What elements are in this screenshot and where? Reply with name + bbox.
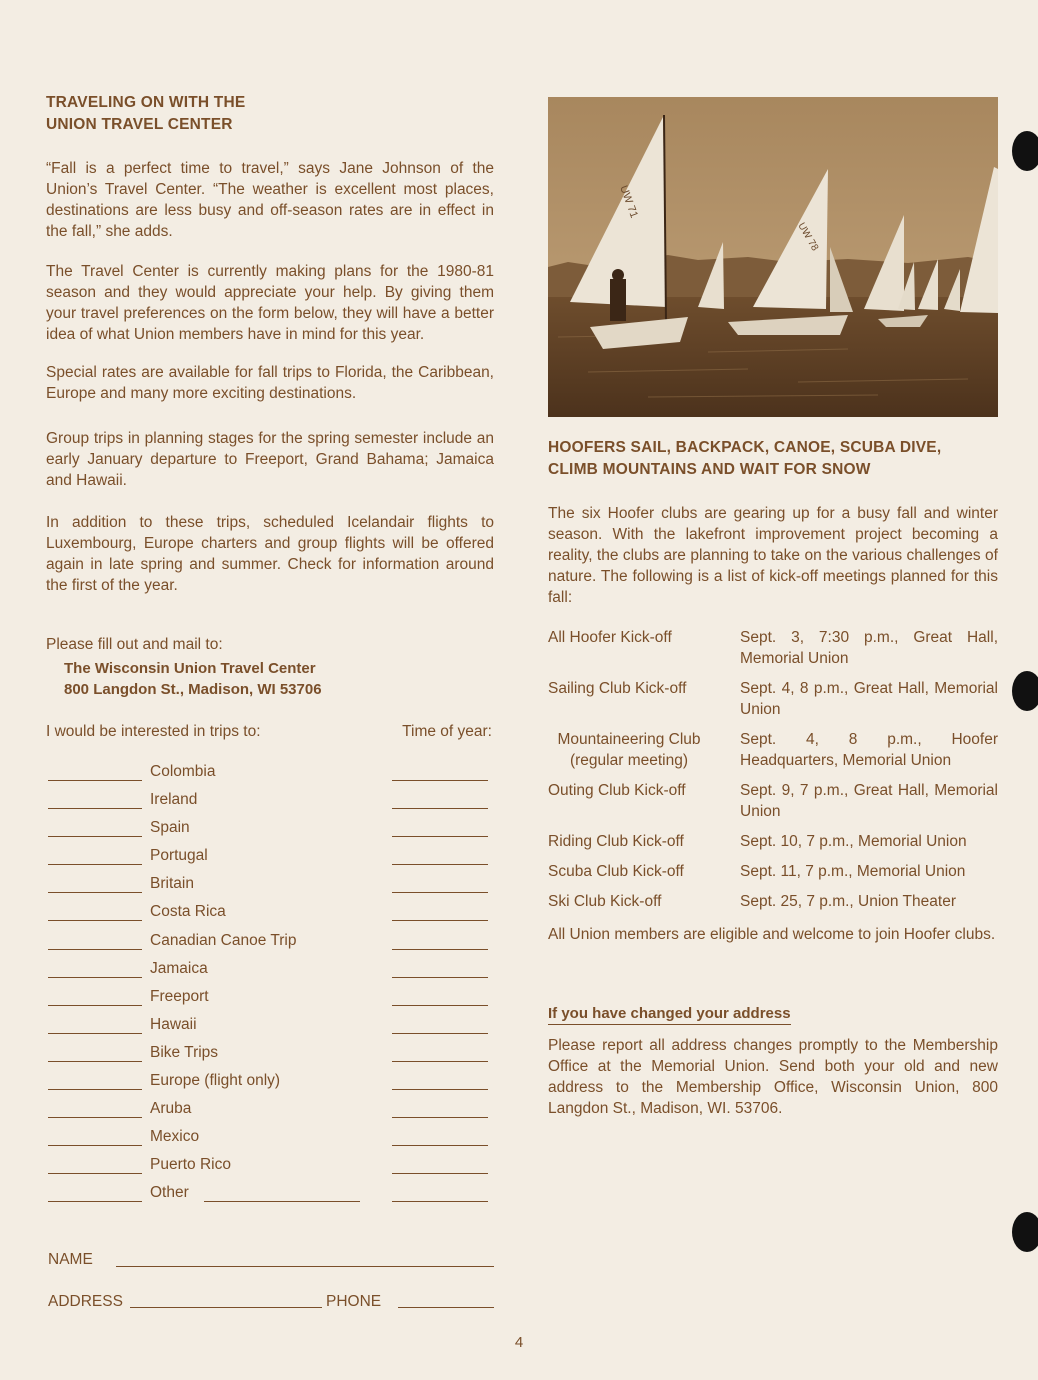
trip-time-blank[interactable] (392, 1201, 488, 1202)
trip-interest-blank[interactable] (48, 1117, 142, 1118)
trip-name: Hawaii (150, 1015, 197, 1033)
hoofers-heading-line1: HOOFERS SAIL, BACKPACK, CANOE, SCUBA DIVE, (548, 439, 942, 456)
trip-row (46, 1014, 494, 1042)
meeting-club: Mountaineering Club (regular meeting) (557, 731, 701, 769)
meeting-when: Sept. 11, 7 p.m., Memorial Union (740, 863, 966, 880)
address-field[interactable] (130, 1307, 322, 1308)
sail-number-71: UW 71 (617, 183, 640, 220)
travel-heading (46, 92, 494, 136)
interest-label: I would be interested in trips to: (46, 723, 261, 740)
trip-time-blank[interactable] (392, 1005, 488, 1006)
travel-heading-line2: UNION TRAVEL CENTER (46, 116, 233, 133)
meeting-club: All Hoofer Kick-off (548, 629, 672, 646)
trip-row (46, 817, 494, 845)
trip-interest-blank[interactable] (48, 780, 142, 781)
trip-row (46, 1042, 494, 1070)
trip-interest-blank[interactable] (48, 1033, 142, 1034)
trip-interest-blank[interactable] (48, 977, 142, 978)
trip-interest-blank[interactable] (48, 949, 142, 950)
trip-interest-blank[interactable] (48, 1173, 142, 1174)
trip-row (46, 761, 494, 789)
page-number: 4 (514, 1334, 524, 1351)
trip-row (46, 1182, 494, 1210)
trip-time-blank[interactable] (392, 836, 488, 837)
meeting-club: Ski Club Kick-off (548, 893, 662, 910)
trip-interest-blank[interactable] (48, 864, 142, 865)
mail-prompt: Please fill out and mail to: (46, 636, 223, 653)
binder-hole-middle (1012, 671, 1038, 711)
meeting-club: Outing Club Kick-off (548, 782, 686, 799)
name-field[interactable] (116, 1266, 494, 1267)
trip-name: Europe (flight only) (150, 1072, 281, 1090)
meeting-when: Sept. 3, 7:30 p.m., Great Hall, Memorial Union (740, 629, 998, 667)
meeting-when: Sept. 4, 8 p.m., Great Hall, Memorial Union (740, 680, 998, 718)
mail-address-line2: 800 Langdon St., Madison, WI 53706 (64, 681, 322, 698)
trip-name: Spain (150, 819, 190, 837)
trip-time-blank[interactable] (392, 780, 488, 781)
hoofers-heading (548, 437, 998, 481)
trip-time-blank[interactable] (392, 1089, 488, 1090)
meeting-row (548, 831, 998, 852)
trip-row (46, 1098, 494, 1126)
trip-interest-blank[interactable] (48, 1005, 142, 1006)
trip-row (46, 1154, 494, 1182)
trip-row (46, 1070, 494, 1098)
meeting-row (548, 780, 998, 822)
trip-row (46, 873, 494, 901)
trip-name: Canadian Canoe Trip (150, 931, 297, 949)
trip-row (46, 986, 494, 1014)
trip-interest-blank[interactable] (48, 836, 142, 837)
travel-paragraph-5: In addition to these trips, scheduled Icelandair flights to Luxembourg, Europe charters and group flights will be offered again in late spring and summer. Check for information around the first of the year. (46, 514, 494, 594)
meeting-club: Sailing Club Kick-off (548, 680, 687, 697)
phone-field[interactable] (398, 1307, 494, 1308)
trip-name: Bike Trips (150, 1043, 219, 1061)
trip-name: Colombia (150, 763, 216, 780)
trip-time-blank[interactable] (392, 920, 488, 921)
hoofers-heading-line2: CLIMB MOUNTAINS AND WAIT FOR SNOW (548, 461, 871, 478)
trip-time-blank[interactable] (392, 1117, 488, 1118)
trip-name: Jamaica (150, 959, 208, 977)
trip-list (46, 761, 494, 1211)
meeting-row (548, 861, 998, 882)
meeting-when: Sept. 9, 7 p.m., Great Hall, Memorial Union (740, 782, 998, 820)
trip-name: Aruba (150, 1100, 192, 1118)
trip-row (46, 930, 494, 958)
trip-row (46, 901, 494, 929)
trip-name: Mexico (150, 1128, 200, 1146)
right-column (548, 437, 998, 1119)
trip-interest-blank[interactable] (48, 1201, 142, 1202)
meeting-club: Scuba Club Kick-off (548, 863, 684, 880)
left-column (46, 92, 494, 1211)
other-destination-blank[interactable] (204, 1201, 360, 1202)
trip-interest-blank[interactable] (48, 1061, 142, 1062)
trip-time-blank[interactable] (392, 949, 488, 950)
trip-name: Costa Rica (150, 903, 226, 921)
mail-address-line1: The Wisconsin Union Travel Center (64, 660, 316, 677)
meeting-when: Sept. 10, 7 p.m., Memorial Union (740, 833, 967, 850)
trip-interest-blank[interactable] (48, 808, 142, 809)
travel-paragraph-4: Group trips in planning stages for the spring semester include an early January departure to Freeport, Grand Bahama; Jamaica and Hawaii. (46, 430, 494, 489)
trip-interest-blank[interactable] (48, 920, 142, 921)
hoofers-closing: All Union members are eligible and welcome to join Hoofer clubs. (548, 926, 996, 943)
travel-paragraph-3: Special rates are available for fall trips to Florida, the Caribbean, Europe and many more exciting destinations. (46, 364, 494, 402)
trip-interest-blank[interactable] (48, 1145, 142, 1146)
trip-time-blank[interactable] (392, 1145, 488, 1146)
sailboats-photo (548, 97, 998, 417)
trip-name: Ireland (150, 791, 198, 809)
trip-time-blank[interactable] (392, 864, 488, 865)
hoofers-intro: The six Hoofer clubs are gearing up for a busy fall and winter season. With the lakefront improvement project becoming a reality, the clubs are planning to take on the various challenges of nature. The following is a list of kick-off meetings planned for this fall: (548, 505, 998, 606)
meeting-when: Sept. 25, 7 p.m., Union Theater (740, 893, 956, 910)
travel-heading-line1: TRAVELING ON WITH THE (46, 94, 246, 111)
meeting-row (548, 678, 998, 720)
name-label: NAME (48, 1251, 93, 1268)
interest-header (46, 721, 494, 743)
address-label: ADDRESS (48, 1293, 123, 1310)
trip-name: Puerto Rico (150, 1156, 231, 1174)
meeting-list (548, 627, 998, 912)
trip-time-blank[interactable] (392, 892, 488, 893)
trip-name: Britain (150, 875, 194, 893)
address-change-heading-wrap (548, 1003, 998, 1025)
time-of-year-label: Time of year: (402, 723, 492, 740)
trip-time-blank[interactable] (392, 1173, 488, 1174)
trip-name: Freeport (150, 987, 209, 1005)
trip-time-blank[interactable] (392, 1061, 488, 1062)
meeting-when: Sept. 4, 8 p.m., Hoofer Headquarters, Memorial Union (740, 731, 998, 769)
trip-row (46, 958, 494, 986)
trip-row (46, 1126, 494, 1154)
travel-paragraph-2: The Travel Center is currently making plans for the 1980-81 season and they would appreciate your help. By giving them your travel preferences on the form below, they will have a better idea of what Union members have in mind for this year. (46, 263, 494, 343)
meeting-row (548, 627, 998, 669)
trip-time-blank[interactable] (392, 977, 488, 978)
meeting-row (548, 729, 998, 771)
meeting-row (548, 891, 998, 912)
meeting-club: Riding Club Kick-off (548, 833, 684, 850)
travel-paragraph-1: “Fall is a perfect time to travel,” says Jane Johnson of the Union’s Travel Center. “The weather is excellent most places, destinations are less busy and off-season rates are in effect in the fall,” she adds. (46, 160, 494, 240)
trip-interest-blank[interactable] (48, 892, 142, 893)
binder-hole-bottom (1012, 1212, 1038, 1252)
sail-number-78: UW 78 (795, 221, 821, 253)
trip-time-blank[interactable] (392, 808, 488, 809)
binder-hole-top (1012, 131, 1038, 171)
address-change-text: Please report all address changes promptly to the Membership Office at the Memorial Union. Send both your old and new address to the Membership Office, Wisconsin Union, 800 Langdon St., Madison, WI. 53706. (548, 1037, 998, 1117)
trip-name: Portugal (150, 847, 208, 865)
trip-row (46, 789, 494, 817)
trip-name: Other (150, 1184, 189, 1202)
address-change-heading: If you have changed your address (548, 1005, 791, 1025)
trip-interest-blank[interactable] (48, 1089, 142, 1090)
phone-label: PHONE (326, 1293, 382, 1310)
trip-time-blank[interactable] (392, 1033, 488, 1034)
trip-row (46, 845, 494, 873)
